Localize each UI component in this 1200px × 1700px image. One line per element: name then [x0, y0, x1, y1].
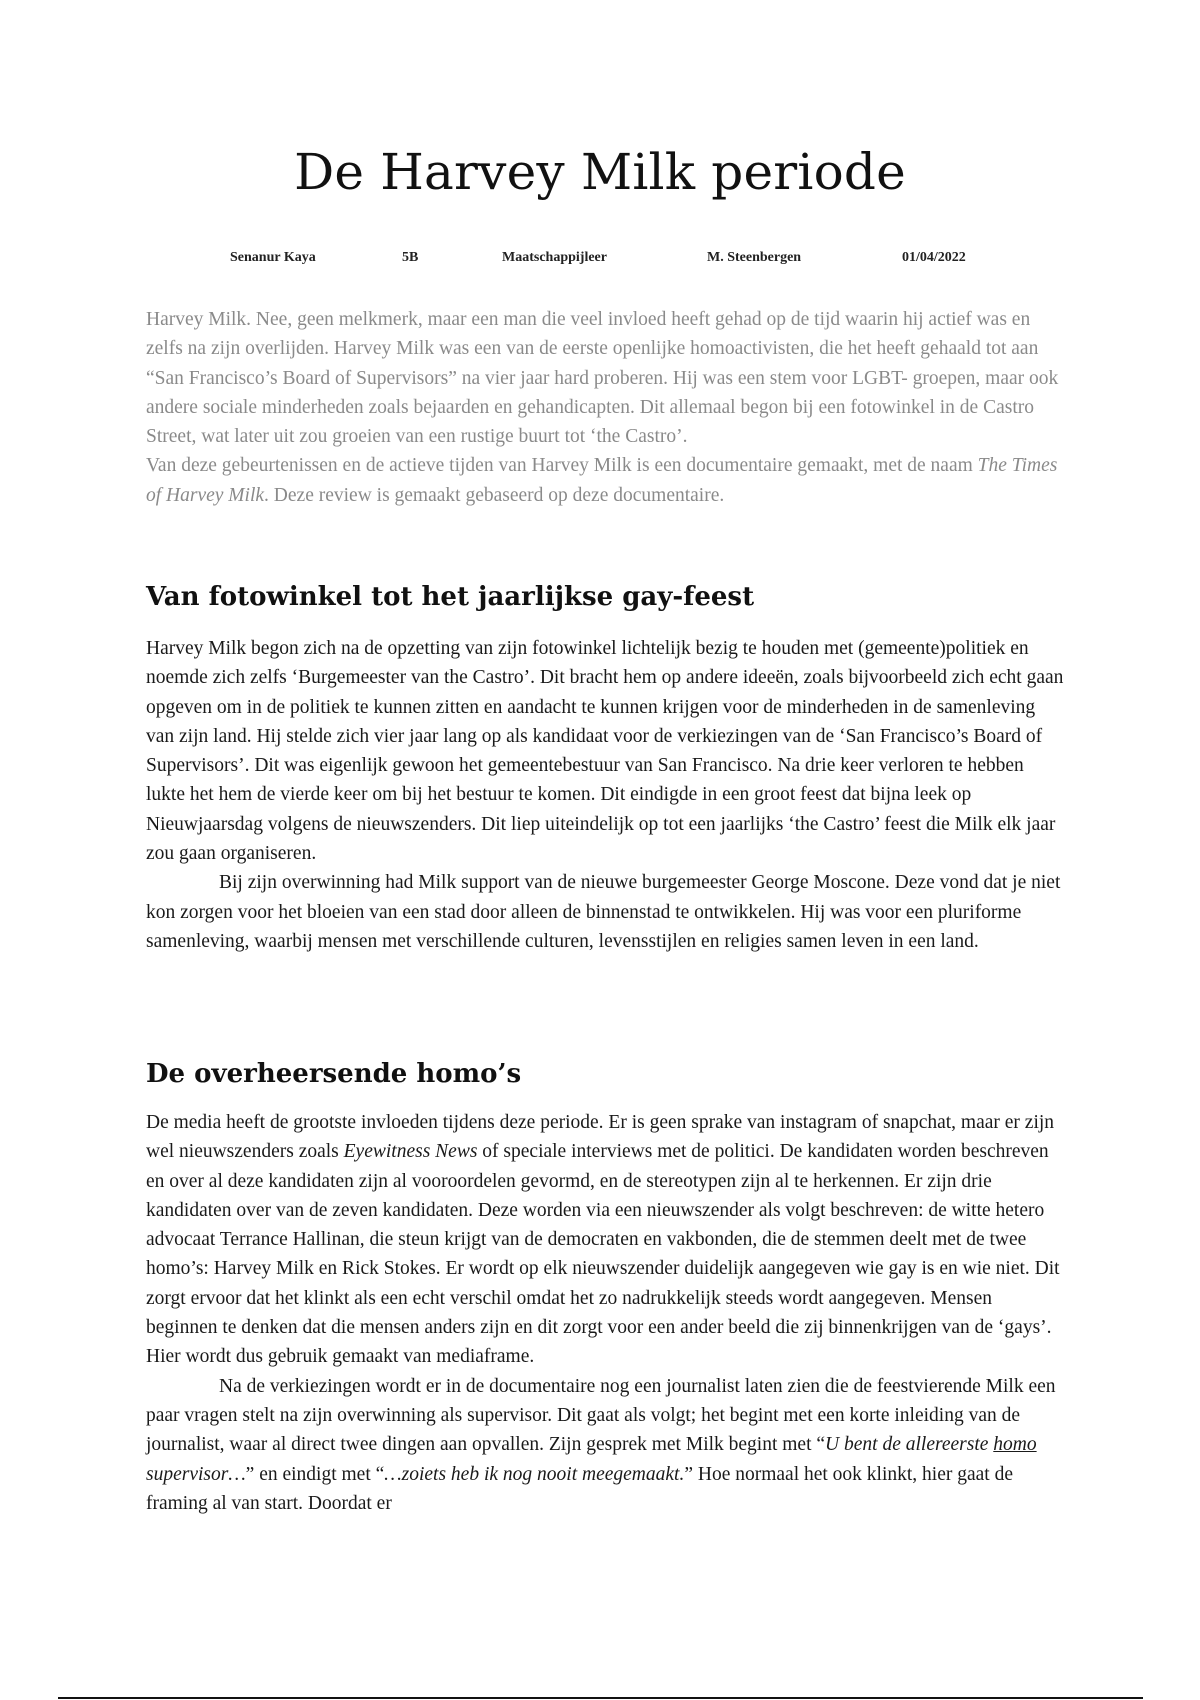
section-heading-2: De overheersende homo’s: [146, 1059, 522, 1089]
intro-paragraph-2: [146, 451, 1066, 510]
section-1-body: [146, 634, 1066, 956]
intro-paragraph-1: Harvey Milk. Nee, geen melkmerk, maar een man die veel invloed heeft gehad op de tijd waarin hij actief was en zelfs na zijn overlijden. Harvey Milk was een van de eerste openlijke homoactivisten, die het heeft gehaald tot aan “San Francisco’s Board of Supervisors” na vier jaar hard proberen. Hij was een stem voor LGBT- groepen, maar ook andere sociale minderheden zoals bejaarden en gehandicapten. Dit allemaal begon bij een fotowinkel in de Castro Street, wat later uit zou groeien van een rustige buurt tot ‘the Castro’.: [146, 309, 1059, 448]
meta-subject: Maatschappijleer: [502, 250, 607, 265]
section-2-paragraph-1: [146, 1108, 1066, 1372]
intro-section: [146, 305, 1066, 510]
page-bottom-rule: [58, 1697, 1143, 1699]
quote-2: …zoiets heb ik nog nooit meegemaakt.: [384, 1463, 685, 1485]
meta-class: 5B: [402, 250, 419, 265]
news-name: Eyewitness News: [343, 1141, 478, 1163]
intro-text: . Deze review is gemaakt gebaseerd op deze documentaire.: [264, 484, 725, 506]
quote-text: supervisor…: [146, 1463, 246, 1485]
section-1-paragraph-1: Harvey Milk begon zich na de opzetting van zijn fotowinkel lichtelijk bezig te houden met (gemeente)politiek en noemde zich zelfs ‘Burgemeester van the Castro’. Dit bracht hem op andere ideeën, zoals bijvoorbeeld zich echt gaan opgeven om in de politiek te kunnen zitten en aandacht te kunnen krijgen voor de minderheden in de samenleving van zijn land. Hij stelde zich vier jaar lang op als kandidaat voor de verkiezingen van de ‘San Francisco’s Board of Supervisors’. Dit was eigenlijk gewoon het gemeentebestuur van San Francisco. Na drie keer verloren te hebben lukte het hem de vierde keer om bij het bestuur te komen. Dit eindigde in een groot feest dat bijna leek op Nieuwjaarsdag volgens de nieuwszenders. Dit liep uiteindelijk op tot een jaarlijks ‘the Castro’ feest die Milk elk jaar zou gaan organiseren.: [146, 638, 1064, 865]
meta-teacher: M. Steenbergen: [707, 250, 802, 265]
body-text: ” en eindigt met “: [245, 1463, 385, 1485]
body-text: ” Hoe normaal het ook klinkt, hier gaat de framing al van start. Doordat er: [146, 1463, 1014, 1514]
documentary-title: The Times of Harvey Milk: [146, 455, 1058, 506]
underlined-word: homo: [993, 1434, 1037, 1456]
body-text: of speciale interviews met de politici. De kandidaten worden beschreven en over al deze kandidaten zijn al vooroordelen gevormd, en de stereotypen zijn al te herkennen. Er zijn drie kandidaten over van de zeven kandidaten. Deze worden via een nieuwszender als volgt beschreven: de witte hetero advocaat Terrance Hallinan, die steun krijgt van de democraten en vakbonden, die de stemmen deelt met de twee homo’s: Harvey Milk en Rick Stokes. Er wordt op elk nieuwszender duidelijk aangegeven wie gay is en wie niet. Dit zorgt ervoor dat het klinkt als een echt verschil omdat het zo nadrukkelijk steeds wordt aangegeven. Mensen beginnen te denken dat die mensen anders zijn en dit zorgt voor een ander beeld die zij binnenkrijgen van de ‘gays’. Hier wordt dus gebruik gemaakt van mediaframe.: [146, 1141, 1060, 1368]
section-2-body: [146, 1108, 1066, 1518]
section-2-paragraph-2: [146, 1372, 1066, 1518]
meta-date: 01/04/2022: [902, 250, 966, 265]
intro-text: Van deze gebeurtenissen en de actieve tijden van Harvey Milk is een documentaire gemaakt, met de naam: [146, 455, 978, 477]
page-title: De Harvey Milk periode: [294, 143, 906, 201]
body-text: De media heeft de grootste invloeden tijdens deze periode. Er is geen sprake van instagram of snapchat, maar er zijn wel nieuwszenders zoals: [146, 1112, 1055, 1163]
section-heading-1: Van fotowinkel tot het jaarlijkse gay-feest: [146, 582, 755, 612]
body-text: Na de verkiezingen wordt er in de documentaire nog een journalist laten zien die de feestvierende Milk een paar vragen stelt na zijn overwinning als supervisor. Dit gaat als volgt; het begint met een korte inleiding van de journalist, waar al direct twee dingen aan opvallen. Zijn gesprek met Milk begint met “: [146, 1375, 1056, 1456]
section-1-paragraph-2: Bij zijn overwinning had Milk support van de nieuwe burgemeester George Moscone. Deze vond dat je niet kon zorgen voor het bloeien van een stad door alleen de binnenstad te ontwikkelen. Hij was voor een pluriforme samenleving, waarbij mensen met verschillende culturen, levensstijlen en religies samen leven in een land.: [146, 872, 1061, 952]
quote-text: U bent de allereerste: [825, 1434, 994, 1456]
meta-author: Senanur Kaya: [230, 250, 316, 265]
